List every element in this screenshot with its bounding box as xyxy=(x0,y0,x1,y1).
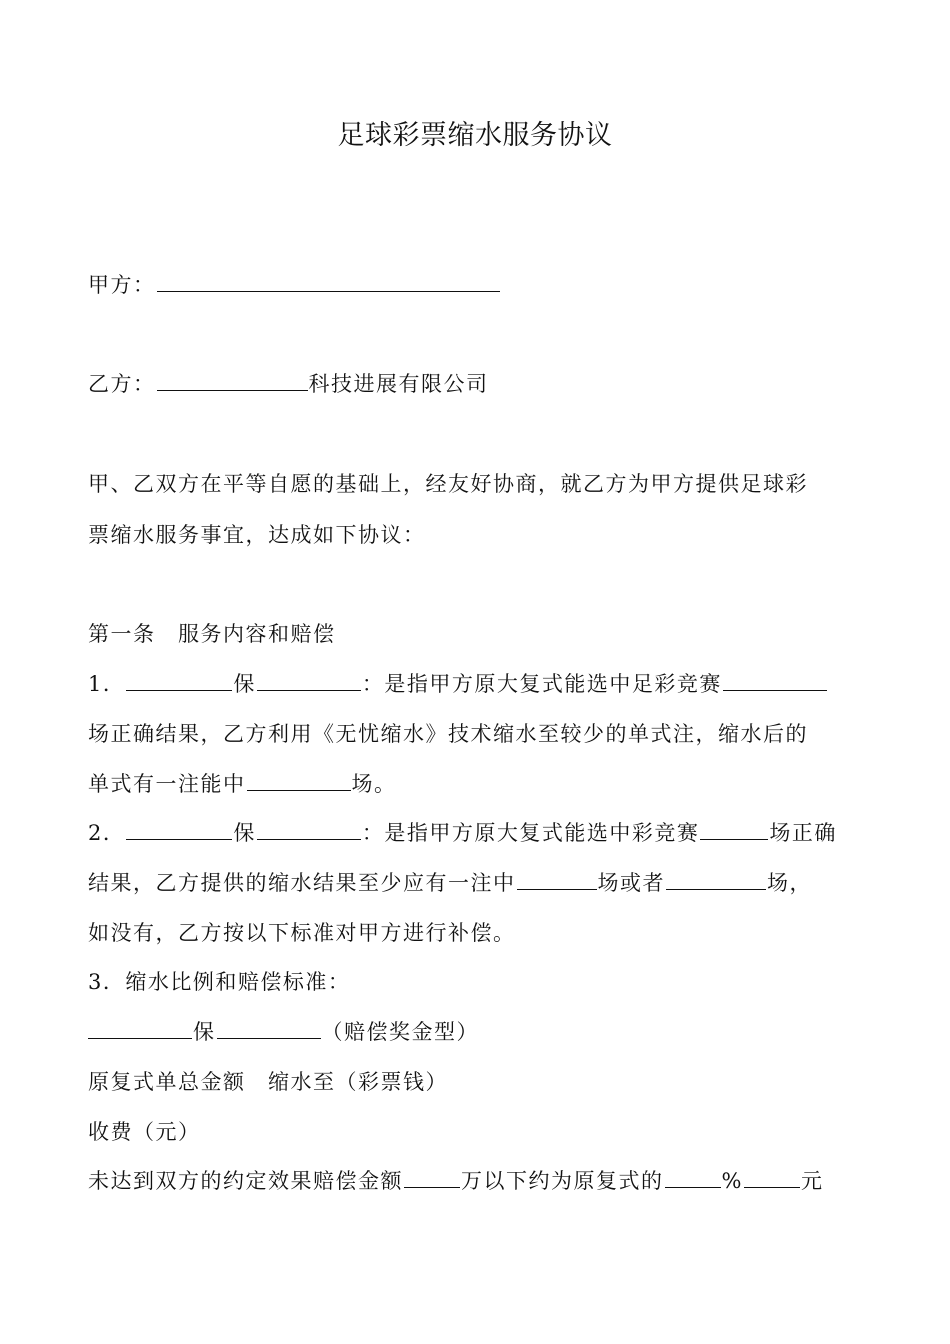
compensation-end: 元 xyxy=(800,1169,824,1193)
item-1-line-1 xyxy=(88,662,878,706)
bao-line xyxy=(88,1010,878,1054)
item-2-line-2 xyxy=(88,861,878,905)
item-2-mid: ：是指甲方原大复式能选中彩竞赛 xyxy=(361,821,700,845)
item-1-blank-a[interactable] xyxy=(126,670,232,691)
compensation-line xyxy=(88,1159,878,1203)
intro-line-2: 票缩水服务事宜，达成如下协议： xyxy=(88,523,426,547)
item-1-prefix: 1． xyxy=(88,672,126,696)
bao-blank-b[interactable] xyxy=(217,1018,321,1039)
compensation-blank-a[interactable] xyxy=(404,1167,460,1188)
intro-line-1: 甲、乙双方在平等自愿的基础上，经友好协商，就乙方为甲方提供足球彩 xyxy=(88,472,808,496)
item-2-line-2-mid: 场或者 xyxy=(597,871,665,895)
compensation-blank-c[interactable] xyxy=(744,1167,800,1188)
compensation-percent: % xyxy=(721,1169,743,1193)
party-b-line xyxy=(88,362,878,406)
item-1-blank-b[interactable] xyxy=(257,670,361,691)
bao-line-end: （赔偿奖金型） xyxy=(321,1020,479,1044)
item-1-line-2: 场正确结果，乙方利用《无忧缩水》技术缩水至较少的单式注，缩水后的 xyxy=(88,722,808,746)
item-2-blank-d[interactable] xyxy=(517,869,597,890)
item-2-blank-e[interactable] xyxy=(666,869,766,890)
item-2-blank-a[interactable] xyxy=(126,819,232,840)
item-1-blank-c[interactable] xyxy=(723,670,827,691)
item-2-prefix: 2． xyxy=(88,821,126,845)
compensation-blank-b[interactable] xyxy=(665,1167,721,1188)
party-a-blank[interactable] xyxy=(157,271,500,292)
fee-label-line: 收费（元） xyxy=(88,1120,201,1144)
item-1-mid: ：是指甲方原大复式能选中足彩竞赛 xyxy=(361,672,722,696)
item-2-line-1 xyxy=(88,811,878,855)
party-b-label: 乙方： xyxy=(88,372,156,396)
bao-line-mid: 保 xyxy=(193,1020,216,1044)
item-1-line-3 xyxy=(88,762,878,806)
table-header-line: 原复式单总金额 缩水至（彩票钱） xyxy=(88,1070,448,1094)
item-2-bao: 保 xyxy=(233,821,256,845)
party-a-line xyxy=(88,263,878,307)
compensation-start: 未达到双方的约定效果赔偿金额 xyxy=(88,1169,403,1193)
item-2-line-2-start: 结果，乙方提供的缩水结果至少应有一注中 xyxy=(88,871,516,895)
item-1-line-3-start: 单式有一注能中 xyxy=(88,772,246,796)
party-a-label: 甲方： xyxy=(88,273,156,297)
item-1-line-3-end: 场。 xyxy=(351,772,397,796)
item-1-bao: 保 xyxy=(233,672,256,696)
item-2-blank-c[interactable] xyxy=(700,819,768,840)
item-2-blank-b[interactable] xyxy=(257,819,361,840)
bao-blank-a[interactable] xyxy=(88,1018,192,1039)
article-1-heading: 第一条 服务内容和赔偿 xyxy=(88,622,336,646)
party-b-suffix: 科技进展有限公司 xyxy=(308,372,489,396)
compensation-mid: 万以下约为原复式的 xyxy=(461,1169,664,1193)
item-2-line-2-end: 场， xyxy=(767,871,812,895)
item-1-blank-d[interactable] xyxy=(247,770,351,791)
item-2-end: 场正确 xyxy=(769,821,837,845)
item-2-line-3: 如没有，乙方按以下标准对甲方进行补偿。 xyxy=(88,921,516,945)
item-3-line: 3．缩水比例和赔偿标准： xyxy=(88,970,351,994)
document-title: 足球彩票缩水服务协议 xyxy=(337,120,613,151)
party-b-blank[interactable] xyxy=(157,370,308,391)
